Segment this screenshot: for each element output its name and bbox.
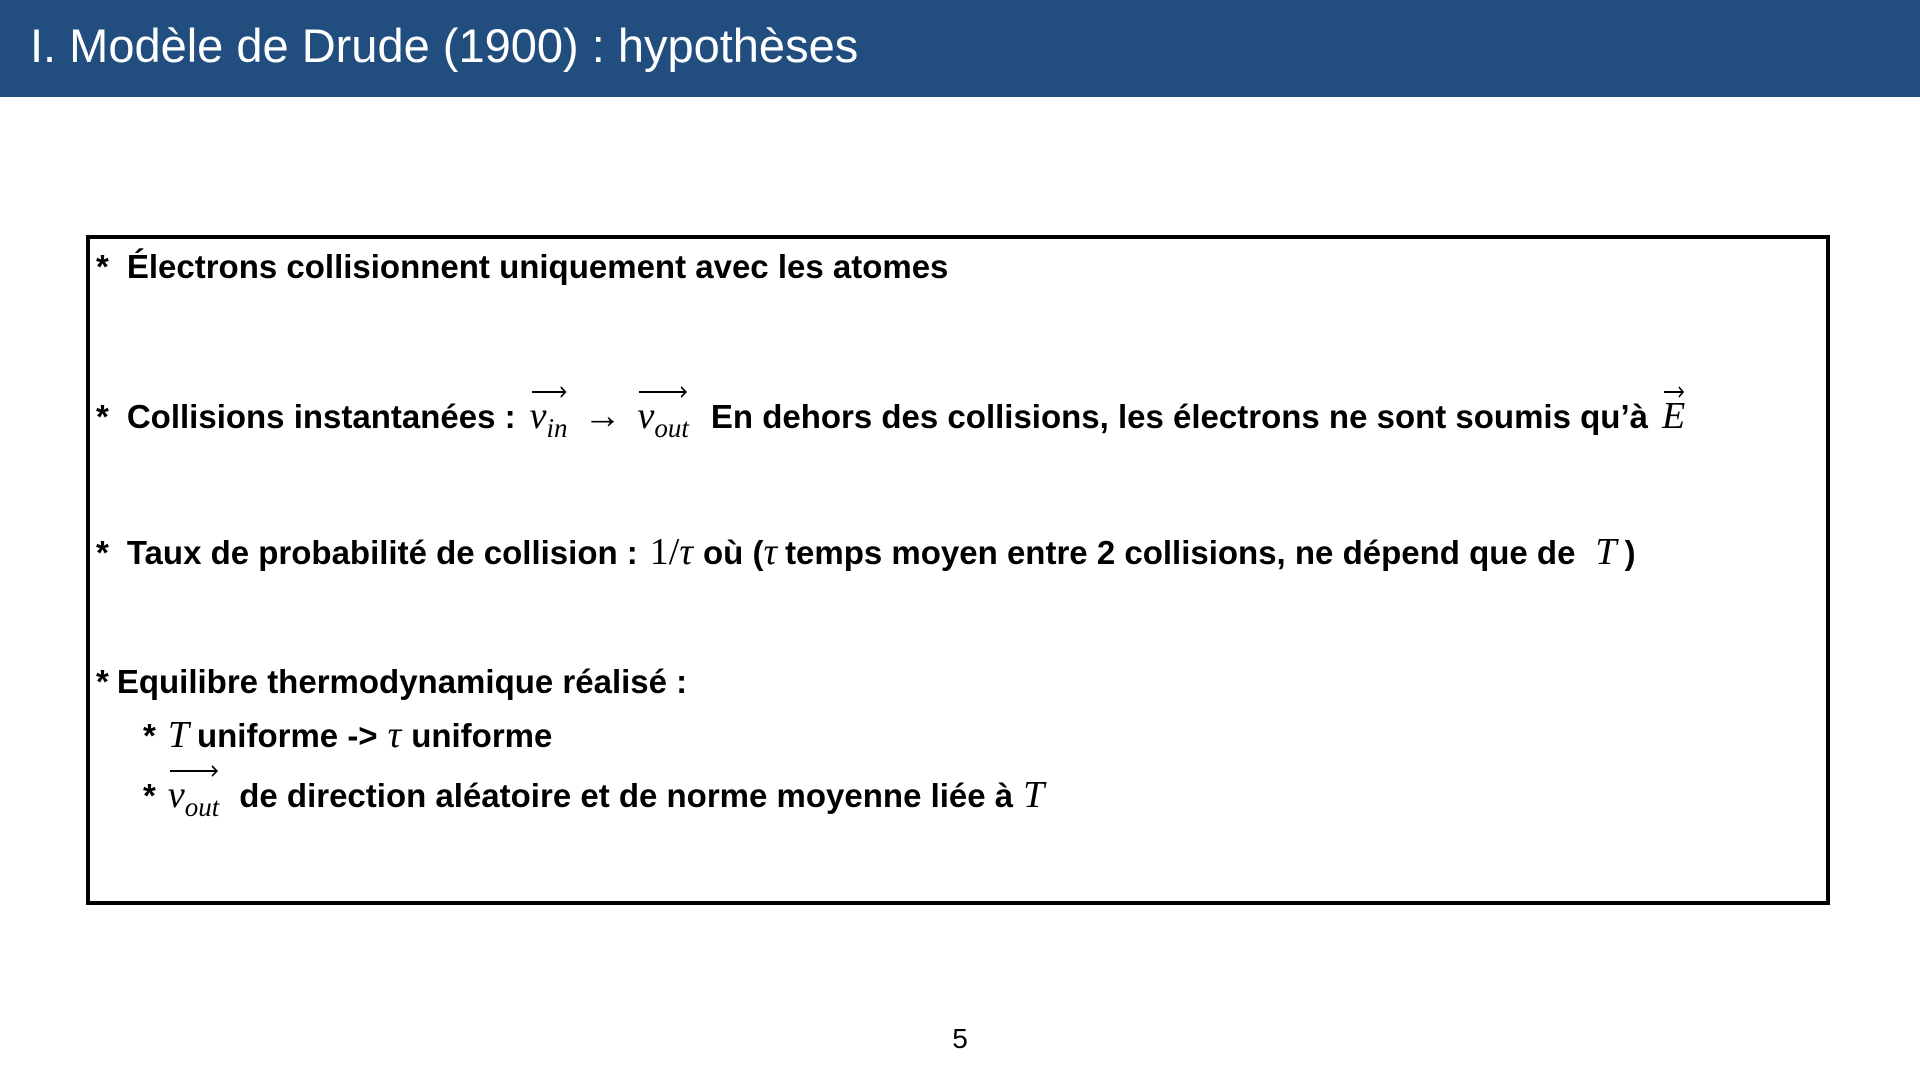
v-symbol: v [529, 395, 547, 437]
hypothesis-3-text-end: ) [1624, 534, 1636, 571]
title-bar [0, 0, 1920, 97]
sub-1-text-end: uniforme [411, 717, 553, 754]
bullet: * [96, 534, 109, 571]
hypothesis-2 [96, 389, 1686, 443]
v-symbol: v [637, 395, 655, 437]
temperature-symbol: T [1023, 774, 1045, 816]
bullet: * [96, 663, 109, 700]
right-arrow-icon: → [583, 395, 622, 437]
tau-symbol: τ [763, 531, 778, 573]
v-in-subscript: in [546, 413, 568, 443]
hypothesis-2-text-after: En dehors des collisions, les électrons ne sont soumis qu’à [710, 398, 1648, 435]
temperature-symbol: T [167, 714, 189, 756]
hypothesis-2-text-before: Collisions instantanées : [126, 398, 516, 435]
slide-title: I. Modèle de Drude (1900) : hypothèses [30, 19, 859, 72]
bullet: * [143, 777, 156, 814]
bullet: * [143, 717, 156, 754]
rate-value: 1/ [649, 531, 680, 573]
tau-symbol: τ [679, 531, 693, 573]
e-field-vector [1662, 389, 1685, 435]
hypothesis-1-text: Électrons collisionnent uniquement avec les atomes [126, 248, 949, 285]
page-number: 5 [952, 1023, 968, 1054]
v-out-subscript: out [654, 413, 689, 443]
hypothesis-3-text-before: Taux de probabilité de collision : [126, 534, 638, 571]
sub-2-text: de direction aléatoire et de norme moyenne liée à [239, 777, 1014, 814]
v-in-vector [529, 389, 568, 443]
hypothesis-3 [96, 533, 1636, 571]
hypothesis-4 [96, 665, 687, 698]
bullet: * [96, 398, 109, 435]
e-field-symbol: E [1661, 395, 1686, 437]
vector-arrow-icon [1664, 385, 1685, 399]
vector-arrow-icon [532, 385, 568, 399]
v-out-subscript: out [184, 792, 220, 822]
tau-symbol: τ [387, 714, 402, 756]
v-out-vector [167, 768, 220, 822]
hypothesis-3-text-mid1: où ( [702, 534, 764, 571]
hypothesis-4-sub-2 [143, 768, 1045, 822]
bullet: * [96, 248, 109, 285]
v-symbol: v [167, 774, 185, 816]
hypothesis-3-text-mid2: temps moyen entre 2 collisions, ne dépend que de [785, 534, 1576, 571]
vector-arrow-icon [170, 764, 219, 778]
v-out-vector [637, 389, 689, 443]
vector-arrow-icon [639, 385, 688, 399]
hypothesis-1 [96, 250, 948, 283]
hypothesis-4-sub-1 [143, 716, 552, 754]
sub-1-text-mid: uniforme -> [196, 717, 378, 754]
temperature-symbol: T [1595, 531, 1617, 573]
hypothesis-4-text: Equilibre thermodynamique réalisé : [116, 663, 688, 700]
